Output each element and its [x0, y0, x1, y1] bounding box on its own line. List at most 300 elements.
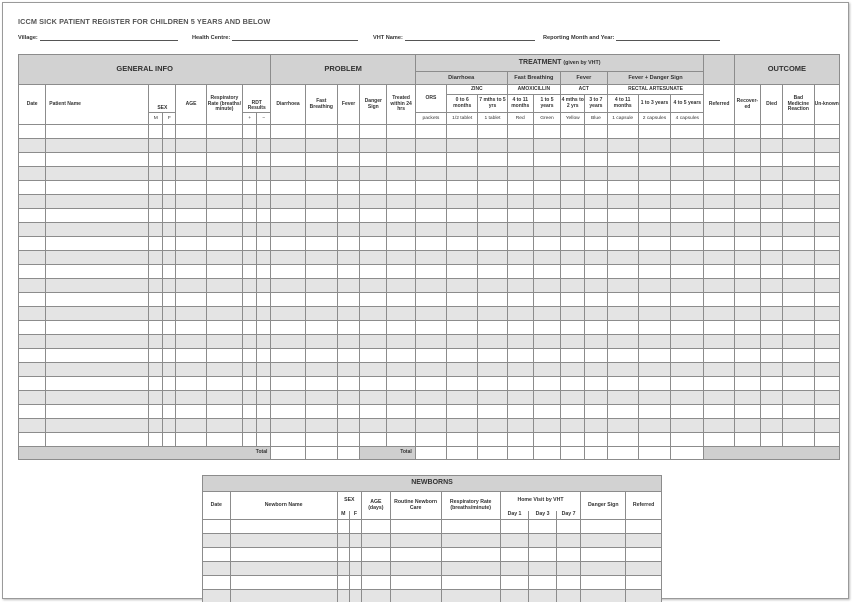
table-cell[interactable]	[638, 293, 670, 307]
table-cell[interactable]	[814, 335, 840, 349]
table-cell[interactable]	[783, 265, 814, 279]
table-cell[interactable]	[761, 335, 783, 349]
table-cell[interactable]	[814, 167, 840, 181]
table-cell[interactable]	[607, 419, 638, 433]
table-cell[interactable]	[46, 377, 149, 391]
total-ors[interactable]	[415, 447, 446, 460]
table-cell[interactable]	[529, 562, 557, 576]
table-cell[interactable]	[607, 377, 638, 391]
table-cell[interactable]	[415, 251, 446, 265]
table-cell[interactable]	[149, 321, 163, 335]
table-cell[interactable]	[337, 167, 359, 181]
table-cell[interactable]	[257, 349, 271, 363]
table-cell[interactable]	[529, 520, 557, 534]
table-cell[interactable]	[337, 321, 359, 335]
table-cell[interactable]	[19, 293, 46, 307]
table-cell[interactable]	[704, 237, 734, 251]
table-cell[interactable]	[257, 433, 271, 447]
table-cell[interactable]	[387, 125, 415, 139]
table-cell[interactable]	[337, 279, 359, 293]
table-cell[interactable]	[704, 307, 734, 321]
total-zinc-0-6[interactable]	[447, 447, 478, 460]
table-cell[interactable]	[607, 265, 638, 279]
table-cell[interactable]	[362, 576, 391, 590]
table-cell[interactable]	[447, 265, 478, 279]
table-cell[interactable]	[176, 265, 206, 279]
table-cell[interactable]	[243, 167, 257, 181]
table-cell[interactable]	[585, 181, 607, 195]
table-cell[interactable]	[19, 307, 46, 321]
table-cell[interactable]	[783, 279, 814, 293]
table-cell[interactable]	[176, 125, 206, 139]
table-cell[interactable]	[163, 209, 176, 223]
table-cell[interactable]	[556, 590, 580, 602]
table-cell[interactable]	[638, 251, 670, 265]
table-cell[interactable]	[638, 363, 670, 377]
table-cell[interactable]	[671, 167, 704, 181]
table-cell[interactable]	[533, 419, 560, 433]
table-cell[interactable]	[337, 576, 349, 590]
table-cell[interactable]	[607, 153, 638, 167]
table-cell[interactable]	[390, 590, 441, 602]
table-cell[interactable]	[585, 265, 607, 279]
table-cell[interactable]	[507, 349, 533, 363]
table-cell[interactable]	[556, 562, 580, 576]
table-cell[interactable]	[271, 363, 305, 377]
table-cell[interactable]	[243, 125, 257, 139]
table-cell[interactable]	[783, 405, 814, 419]
table-cell[interactable]	[163, 419, 176, 433]
table-cell[interactable]	[783, 391, 814, 405]
table-cell[interactable]	[337, 153, 359, 167]
table-cell[interactable]	[360, 139, 387, 153]
table-cell[interactable]	[360, 419, 387, 433]
table-cell[interactable]	[19, 265, 46, 279]
table-cell[interactable]	[607, 167, 638, 181]
table-cell[interactable]	[761, 307, 783, 321]
table-cell[interactable]	[761, 125, 783, 139]
table-cell[interactable]	[561, 335, 585, 349]
table-cell[interactable]	[734, 321, 760, 335]
table-cell[interactable]	[638, 279, 670, 293]
table-cell[interactable]	[360, 433, 387, 447]
table-cell[interactable]	[337, 520, 349, 534]
table-cell[interactable]	[783, 195, 814, 209]
table-cell[interactable]	[203, 548, 231, 562]
table-cell[interactable]	[305, 405, 337, 419]
table-cell[interactable]	[533, 363, 560, 377]
table-cell[interactable]	[387, 433, 415, 447]
table-cell[interactable]	[447, 139, 478, 153]
table-cell[interactable]	[704, 391, 734, 405]
table-cell[interactable]	[533, 265, 560, 279]
table-cell[interactable]	[607, 125, 638, 139]
table-cell[interactable]	[478, 433, 507, 447]
table-cell[interactable]	[783, 251, 814, 265]
table-cell[interactable]	[783, 349, 814, 363]
table-cell[interactable]	[257, 181, 271, 195]
table-cell[interactable]	[271, 419, 305, 433]
table-cell[interactable]	[257, 321, 271, 335]
table-cell[interactable]	[163, 307, 176, 321]
table-cell[interactable]	[607, 321, 638, 335]
table-cell[interactable]	[305, 167, 337, 181]
table-cell[interactable]	[349, 562, 361, 576]
table-cell[interactable]	[447, 349, 478, 363]
table-cell[interactable]	[271, 125, 305, 139]
table-cell[interactable]	[415, 293, 446, 307]
table-cell[interactable]	[305, 377, 337, 391]
table-cell[interactable]	[814, 237, 840, 251]
table-cell[interactable]	[783, 419, 814, 433]
table-cell[interactable]	[533, 279, 560, 293]
table-cell[interactable]	[814, 349, 840, 363]
table-cell[interactable]	[176, 167, 206, 181]
table-cell[interactable]	[257, 405, 271, 419]
table-cell[interactable]	[203, 590, 231, 602]
table-cell[interactable]	[337, 181, 359, 195]
table-cell[interactable]	[305, 349, 337, 363]
table-cell[interactable]	[360, 321, 387, 335]
table-cell[interactable]	[46, 153, 149, 167]
table-cell[interactable]	[415, 307, 446, 321]
table-cell[interactable]	[19, 419, 46, 433]
table-cell[interactable]	[257, 167, 271, 181]
table-cell[interactable]	[387, 349, 415, 363]
table-cell[interactable]	[305, 321, 337, 335]
village-field[interactable]	[18, 35, 178, 41]
table-cell[interactable]	[761, 223, 783, 237]
table-cell[interactable]	[206, 307, 242, 321]
table-cell[interactable]	[271, 223, 305, 237]
table-cell[interactable]	[163, 223, 176, 237]
table-cell[interactable]	[257, 335, 271, 349]
table-cell[interactable]	[585, 349, 607, 363]
table-cell[interactable]	[704, 377, 734, 391]
table-cell[interactable]	[638, 125, 670, 139]
table-cell[interactable]	[607, 251, 638, 265]
table-cell[interactable]	[533, 307, 560, 321]
table-cell[interactable]	[814, 293, 840, 307]
table-cell[interactable]	[46, 391, 149, 405]
table-cell[interactable]	[585, 335, 607, 349]
table-cell[interactable]	[163, 265, 176, 279]
table-cell[interactable]	[176, 391, 206, 405]
table-cell[interactable]	[478, 391, 507, 405]
table-cell[interactable]	[360, 349, 387, 363]
table-cell[interactable]	[447, 223, 478, 237]
table-cell[interactable]	[638, 419, 670, 433]
table-cell[interactable]	[814, 195, 840, 209]
table-cell[interactable]	[478, 251, 507, 265]
table-cell[interactable]	[533, 321, 560, 335]
table-cell[interactable]	[163, 349, 176, 363]
table-cell[interactable]	[243, 181, 257, 195]
table-cell[interactable]	[206, 433, 242, 447]
table-cell[interactable]	[814, 223, 840, 237]
table-cell[interactable]	[447, 153, 478, 167]
table-cell[interactable]	[607, 349, 638, 363]
table-cell[interactable]	[814, 307, 840, 321]
total-act-3-7[interactable]	[585, 447, 607, 460]
table-cell[interactable]	[556, 576, 580, 590]
table-cell[interactable]	[704, 209, 734, 223]
table-cell[interactable]	[337, 562, 349, 576]
table-cell[interactable]	[533, 237, 560, 251]
table-cell[interactable]	[507, 321, 533, 335]
table-cell[interactable]	[671, 363, 704, 377]
table-cell[interactable]	[783, 167, 814, 181]
table-cell[interactable]	[415, 419, 446, 433]
table-cell[interactable]	[585, 139, 607, 153]
table-cell[interactable]	[447, 251, 478, 265]
table-cell[interactable]	[585, 391, 607, 405]
table-cell[interactable]	[814, 181, 840, 195]
table-cell[interactable]	[387, 195, 415, 209]
table-cell[interactable]	[441, 548, 500, 562]
table-cell[interactable]	[447, 181, 478, 195]
table-cell[interactable]	[447, 433, 478, 447]
table-cell[interactable]	[447, 195, 478, 209]
table-cell[interactable]	[607, 307, 638, 321]
table-cell[interactable]	[638, 265, 670, 279]
table-cell[interactable]	[607, 209, 638, 223]
table-cell[interactable]	[362, 548, 391, 562]
table-cell[interactable]	[500, 534, 529, 548]
table-cell[interactable]	[243, 223, 257, 237]
table-cell[interactable]	[447, 293, 478, 307]
table-cell[interactable]	[704, 223, 734, 237]
table-cell[interactable]	[734, 363, 760, 377]
table-cell[interactable]	[814, 125, 840, 139]
table-cell[interactable]	[149, 209, 163, 223]
table-cell[interactable]	[447, 167, 478, 181]
table-cell[interactable]	[561, 293, 585, 307]
table-cell[interactable]	[257, 363, 271, 377]
table-cell[interactable]	[46, 363, 149, 377]
table-cell[interactable]	[360, 293, 387, 307]
table-cell[interactable]	[230, 520, 337, 534]
table-cell[interactable]	[390, 562, 441, 576]
table-cell[interactable]	[257, 153, 271, 167]
table-cell[interactable]	[783, 237, 814, 251]
table-cell[interactable]	[360, 377, 387, 391]
table-cell[interactable]	[149, 139, 163, 153]
table-cell[interactable]	[176, 349, 206, 363]
table-cell[interactable]	[561, 349, 585, 363]
table-cell[interactable]	[149, 237, 163, 251]
table-cell[interactable]	[337, 251, 359, 265]
table-cell[interactable]	[337, 125, 359, 139]
table-cell[interactable]	[387, 237, 415, 251]
table-cell[interactable]	[447, 405, 478, 419]
table-cell[interactable]	[734, 209, 760, 223]
table-cell[interactable]	[507, 377, 533, 391]
table-cell[interactable]	[149, 195, 163, 209]
table-cell[interactable]	[415, 153, 446, 167]
table-cell[interactable]	[349, 590, 361, 602]
table-cell[interactable]	[561, 251, 585, 265]
table-cell[interactable]	[19, 153, 46, 167]
table-cell[interactable]	[783, 307, 814, 321]
table-cell[interactable]	[271, 349, 305, 363]
table-cell[interactable]	[561, 195, 585, 209]
table-cell[interactable]	[271, 181, 305, 195]
table-cell[interactable]	[46, 223, 149, 237]
table-cell[interactable]	[607, 181, 638, 195]
table-cell[interactable]	[257, 125, 271, 139]
table-cell[interactable]	[671, 349, 704, 363]
table-cell[interactable]	[390, 548, 441, 562]
table-cell[interactable]	[761, 139, 783, 153]
table-cell[interactable]	[447, 363, 478, 377]
table-cell[interactable]	[337, 405, 359, 419]
table-cell[interactable]	[305, 223, 337, 237]
table-cell[interactable]	[387, 321, 415, 335]
table-cell[interactable]	[533, 167, 560, 181]
table-cell[interactable]	[415, 335, 446, 349]
table-cell[interactable]	[561, 153, 585, 167]
table-cell[interactable]	[638, 321, 670, 335]
table-cell[interactable]	[761, 251, 783, 265]
table-cell[interactable]	[704, 335, 734, 349]
table-cell[interactable]	[671, 195, 704, 209]
table-cell[interactable]	[163, 391, 176, 405]
table-cell[interactable]	[507, 419, 533, 433]
reporting-month-field[interactable]	[543, 35, 720, 41]
table-cell[interactable]	[585, 153, 607, 167]
table-cell[interactable]	[415, 125, 446, 139]
table-cell[interactable]	[626, 534, 662, 548]
table-cell[interactable]	[441, 562, 500, 576]
table-cell[interactable]	[447, 237, 478, 251]
table-cell[interactable]	[305, 237, 337, 251]
table-cell[interactable]	[149, 223, 163, 237]
table-cell[interactable]	[447, 419, 478, 433]
table-cell[interactable]	[206, 293, 242, 307]
table-cell[interactable]	[19, 321, 46, 335]
table-cell[interactable]	[761, 321, 783, 335]
table-cell[interactable]	[671, 279, 704, 293]
table-cell[interactable]	[507, 405, 533, 419]
table-cell[interactable]	[533, 153, 560, 167]
table-cell[interactable]	[257, 237, 271, 251]
table-cell[interactable]	[149, 405, 163, 419]
table-cell[interactable]	[360, 265, 387, 279]
table-cell[interactable]	[415, 433, 446, 447]
table-cell[interactable]	[149, 419, 163, 433]
table-cell[interactable]	[561, 125, 585, 139]
table-cell[interactable]	[163, 293, 176, 307]
table-cell[interactable]	[257, 391, 271, 405]
table-cell[interactable]	[337, 209, 359, 223]
table-cell[interactable]	[19, 251, 46, 265]
table-cell[interactable]	[478, 167, 507, 181]
table-cell[interactable]	[507, 265, 533, 279]
table-cell[interactable]	[441, 534, 500, 548]
table-cell[interactable]	[360, 391, 387, 405]
table-cell[interactable]	[387, 377, 415, 391]
table-cell[interactable]	[761, 293, 783, 307]
table-cell[interactable]	[814, 139, 840, 153]
table-cell[interactable]	[163, 279, 176, 293]
table-cell[interactable]	[734, 237, 760, 251]
table-cell[interactable]	[305, 433, 337, 447]
table-cell[interactable]	[230, 548, 337, 562]
table-cell[interactable]	[814, 279, 840, 293]
table-cell[interactable]	[761, 433, 783, 447]
table-cell[interactable]	[305, 307, 337, 321]
table-cell[interactable]	[585, 237, 607, 251]
table-cell[interactable]	[761, 237, 783, 251]
table-cell[interactable]	[305, 195, 337, 209]
table-cell[interactable]	[46, 125, 149, 139]
table-cell[interactable]	[360, 363, 387, 377]
table-cell[interactable]	[561, 139, 585, 153]
table-cell[interactable]	[626, 562, 662, 576]
table-cell[interactable]	[206, 419, 242, 433]
table-cell[interactable]	[638, 237, 670, 251]
table-cell[interactable]	[478, 153, 507, 167]
table-cell[interactable]	[337, 139, 359, 153]
table-cell[interactable]	[243, 237, 257, 251]
table-cell[interactable]	[19, 391, 46, 405]
table-cell[interactable]	[203, 534, 231, 548]
table-cell[interactable]	[243, 265, 257, 279]
table-cell[interactable]	[46, 349, 149, 363]
table-cell[interactable]	[243, 363, 257, 377]
table-cell[interactable]	[671, 139, 704, 153]
table-cell[interactable]	[585, 223, 607, 237]
table-cell[interactable]	[638, 335, 670, 349]
table-cell[interactable]	[163, 237, 176, 251]
table-cell[interactable]	[734, 419, 760, 433]
table-cell[interactable]	[529, 576, 557, 590]
table-cell[interactable]	[783, 139, 814, 153]
table-cell[interactable]	[337, 195, 359, 209]
table-cell[interactable]	[561, 321, 585, 335]
table-cell[interactable]	[19, 363, 46, 377]
table-cell[interactable]	[761, 363, 783, 377]
table-cell[interactable]	[556, 548, 580, 562]
table-cell[interactable]	[243, 195, 257, 209]
table-cell[interactable]	[206, 139, 242, 153]
table-cell[interactable]	[704, 195, 734, 209]
table-cell[interactable]	[149, 279, 163, 293]
table-cell[interactable]	[206, 391, 242, 405]
table-cell[interactable]	[585, 209, 607, 223]
table-cell[interactable]	[734, 153, 760, 167]
table-cell[interactable]	[19, 167, 46, 181]
table-cell[interactable]	[163, 167, 176, 181]
table-cell[interactable]	[415, 377, 446, 391]
table-cell[interactable]	[19, 195, 46, 209]
table-cell[interactable]	[478, 363, 507, 377]
table-cell[interactable]	[360, 251, 387, 265]
table-cell[interactable]	[814, 251, 840, 265]
table-cell[interactable]	[362, 590, 391, 602]
table-cell[interactable]	[149, 251, 163, 265]
table-cell[interactable]	[271, 153, 305, 167]
table-cell[interactable]	[271, 209, 305, 223]
table-cell[interactable]	[500, 520, 529, 534]
table-cell[interactable]	[271, 391, 305, 405]
table-cell[interactable]	[271, 279, 305, 293]
table-cell[interactable]	[814, 419, 840, 433]
table-cell[interactable]	[305, 181, 337, 195]
table-cell[interactable]	[271, 307, 305, 321]
table-cell[interactable]	[415, 195, 446, 209]
